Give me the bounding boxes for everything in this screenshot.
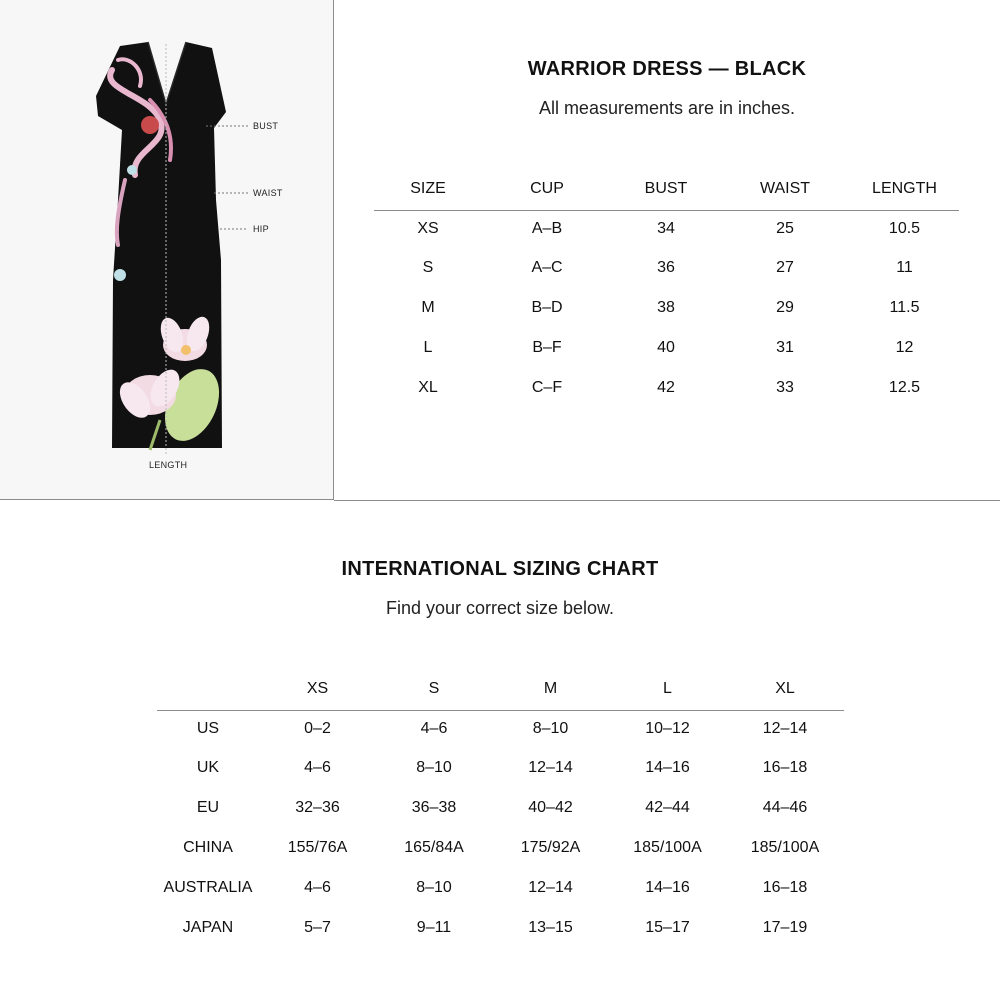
table-cell: B–F bbox=[532, 339, 562, 356]
table-row bbox=[157, 788, 844, 828]
table-cell: 8–10 bbox=[416, 879, 452, 896]
dragon-head bbox=[141, 116, 159, 134]
row-label-cell: CHINA bbox=[183, 839, 233, 856]
table-cell: 44–46 bbox=[762, 799, 808, 816]
table-row bbox=[374, 328, 959, 368]
table-cell: 13–15 bbox=[528, 919, 573, 936]
table-cell: 11.5 bbox=[889, 299, 920, 316]
row-label-cell: M bbox=[421, 299, 435, 316]
cloud-motif bbox=[114, 269, 126, 281]
row-label-cell: UK bbox=[196, 759, 220, 776]
table-cell: 12 bbox=[895, 339, 914, 356]
table-cell: 36 bbox=[657, 259, 675, 276]
table-cell: 38 bbox=[657, 299, 675, 316]
column-header: WAIST bbox=[720, 168, 850, 210]
waist-label: WAIST bbox=[253, 188, 283, 198]
table-cell: C–F bbox=[531, 379, 563, 396]
column-header bbox=[157, 668, 259, 710]
table-cell: 12.5 bbox=[888, 379, 921, 396]
table-row bbox=[157, 828, 844, 868]
row-label-cell: US bbox=[196, 720, 220, 738]
table-cell: 4–6 bbox=[304, 879, 331, 896]
table-cell: 0–2 bbox=[304, 720, 331, 738]
table-cell: 42 bbox=[657, 379, 675, 396]
international-chart-subtitle: Find your correct size below. bbox=[385, 598, 615, 618]
table-cell: 9–11 bbox=[416, 919, 452, 936]
table-cell: 10.5 bbox=[888, 220, 921, 238]
table-cell: 17–19 bbox=[762, 919, 808, 936]
column-header: L bbox=[609, 668, 726, 710]
row-label-cell: AUSTRALIA bbox=[163, 879, 253, 896]
table-header-row bbox=[157, 668, 844, 710]
table-cell: 33 bbox=[776, 379, 794, 396]
table-cell: 14–16 bbox=[645, 759, 690, 776]
table-cell: 4–6 bbox=[420, 720, 448, 738]
section-divider bbox=[334, 500, 1000, 501]
bust-label: BUST bbox=[253, 121, 279, 131]
table-cell: A–C bbox=[531, 259, 563, 276]
table-cell: 34 bbox=[657, 220, 675, 238]
table-row bbox=[374, 368, 959, 408]
product-size-table bbox=[374, 168, 959, 408]
row-label-cell: L bbox=[423, 339, 433, 356]
table-cell: 16–18 bbox=[762, 759, 808, 776]
international-size-table bbox=[157, 668, 844, 948]
table-cell: 12–14 bbox=[528, 759, 573, 776]
table-cell: 16–18 bbox=[762, 879, 808, 896]
table-cell: 31 bbox=[776, 339, 794, 356]
table-cell: 14–16 bbox=[645, 879, 690, 896]
table-cell: 32–36 bbox=[295, 799, 340, 816]
table-cell: 27 bbox=[776, 259, 794, 276]
column-header: M bbox=[492, 668, 609, 710]
table-cell: 42–44 bbox=[645, 799, 690, 816]
table-cell: 165/84A bbox=[404, 839, 464, 856]
row-label-cell: S bbox=[422, 259, 434, 276]
row-label-cell: XS bbox=[417, 220, 439, 238]
table-cell: 185/100A bbox=[750, 839, 820, 856]
dress-illustration-panel bbox=[0, 0, 334, 500]
table-cell: 36–38 bbox=[411, 799, 457, 816]
dress-illustration bbox=[0, 0, 334, 500]
column-header: CUP bbox=[482, 168, 612, 210]
table-cell: A–B bbox=[531, 220, 563, 238]
table-cell: 5–7 bbox=[304, 919, 331, 936]
table-cell: 11 bbox=[896, 259, 913, 276]
column-header: XL bbox=[726, 668, 844, 710]
table-cell: 15–17 bbox=[645, 919, 690, 936]
cloud-motif bbox=[127, 165, 137, 175]
row-label-cell: EU bbox=[196, 799, 220, 816]
hip-label: HIP bbox=[253, 224, 269, 234]
table-cell: 8–10 bbox=[416, 759, 452, 776]
table-cell: 29 bbox=[776, 299, 794, 316]
table-cell: 10–12 bbox=[645, 720, 690, 738]
table-cell: 8–10 bbox=[532, 720, 569, 738]
table-cell: 185/100A bbox=[633, 839, 702, 856]
row-label-cell: JAPAN bbox=[182, 919, 234, 936]
product-chart-subtitle: All measurements are in inches. bbox=[538, 98, 796, 118]
table-cell: 4–6 bbox=[304, 759, 331, 776]
table-row bbox=[374, 248, 959, 288]
table-row bbox=[374, 210, 959, 248]
table-cell: 12–14 bbox=[528, 879, 573, 896]
table-row bbox=[157, 908, 844, 948]
table-cell: 40 bbox=[657, 339, 675, 356]
table-row bbox=[157, 748, 844, 788]
table-cell: B–D bbox=[531, 299, 563, 316]
table-cell: 155/76A bbox=[287, 839, 348, 856]
table-cell: 12–14 bbox=[762, 720, 808, 738]
table-row bbox=[374, 288, 959, 328]
table-row bbox=[157, 710, 844, 748]
table-header-row bbox=[374, 168, 959, 210]
column-header: SIZE bbox=[374, 168, 482, 210]
column-header: XS bbox=[259, 668, 376, 710]
row-label-cell: XL bbox=[418, 379, 438, 396]
length-label: LENGTH bbox=[149, 460, 188, 470]
table-row bbox=[157, 868, 844, 908]
table-cell: 40–42 bbox=[528, 799, 573, 816]
table-cell: 25 bbox=[776, 220, 794, 238]
table-cell: 175/92A bbox=[520, 839, 581, 856]
column-header: S bbox=[376, 668, 492, 710]
international-chart-title: INTERNATIONAL SIZING CHART bbox=[341, 558, 659, 580]
column-header: BUST bbox=[612, 168, 720, 210]
product-chart-title: WARRIOR DRESS — BLACK bbox=[527, 58, 807, 80]
column-header: LENGTH bbox=[850, 168, 959, 210]
